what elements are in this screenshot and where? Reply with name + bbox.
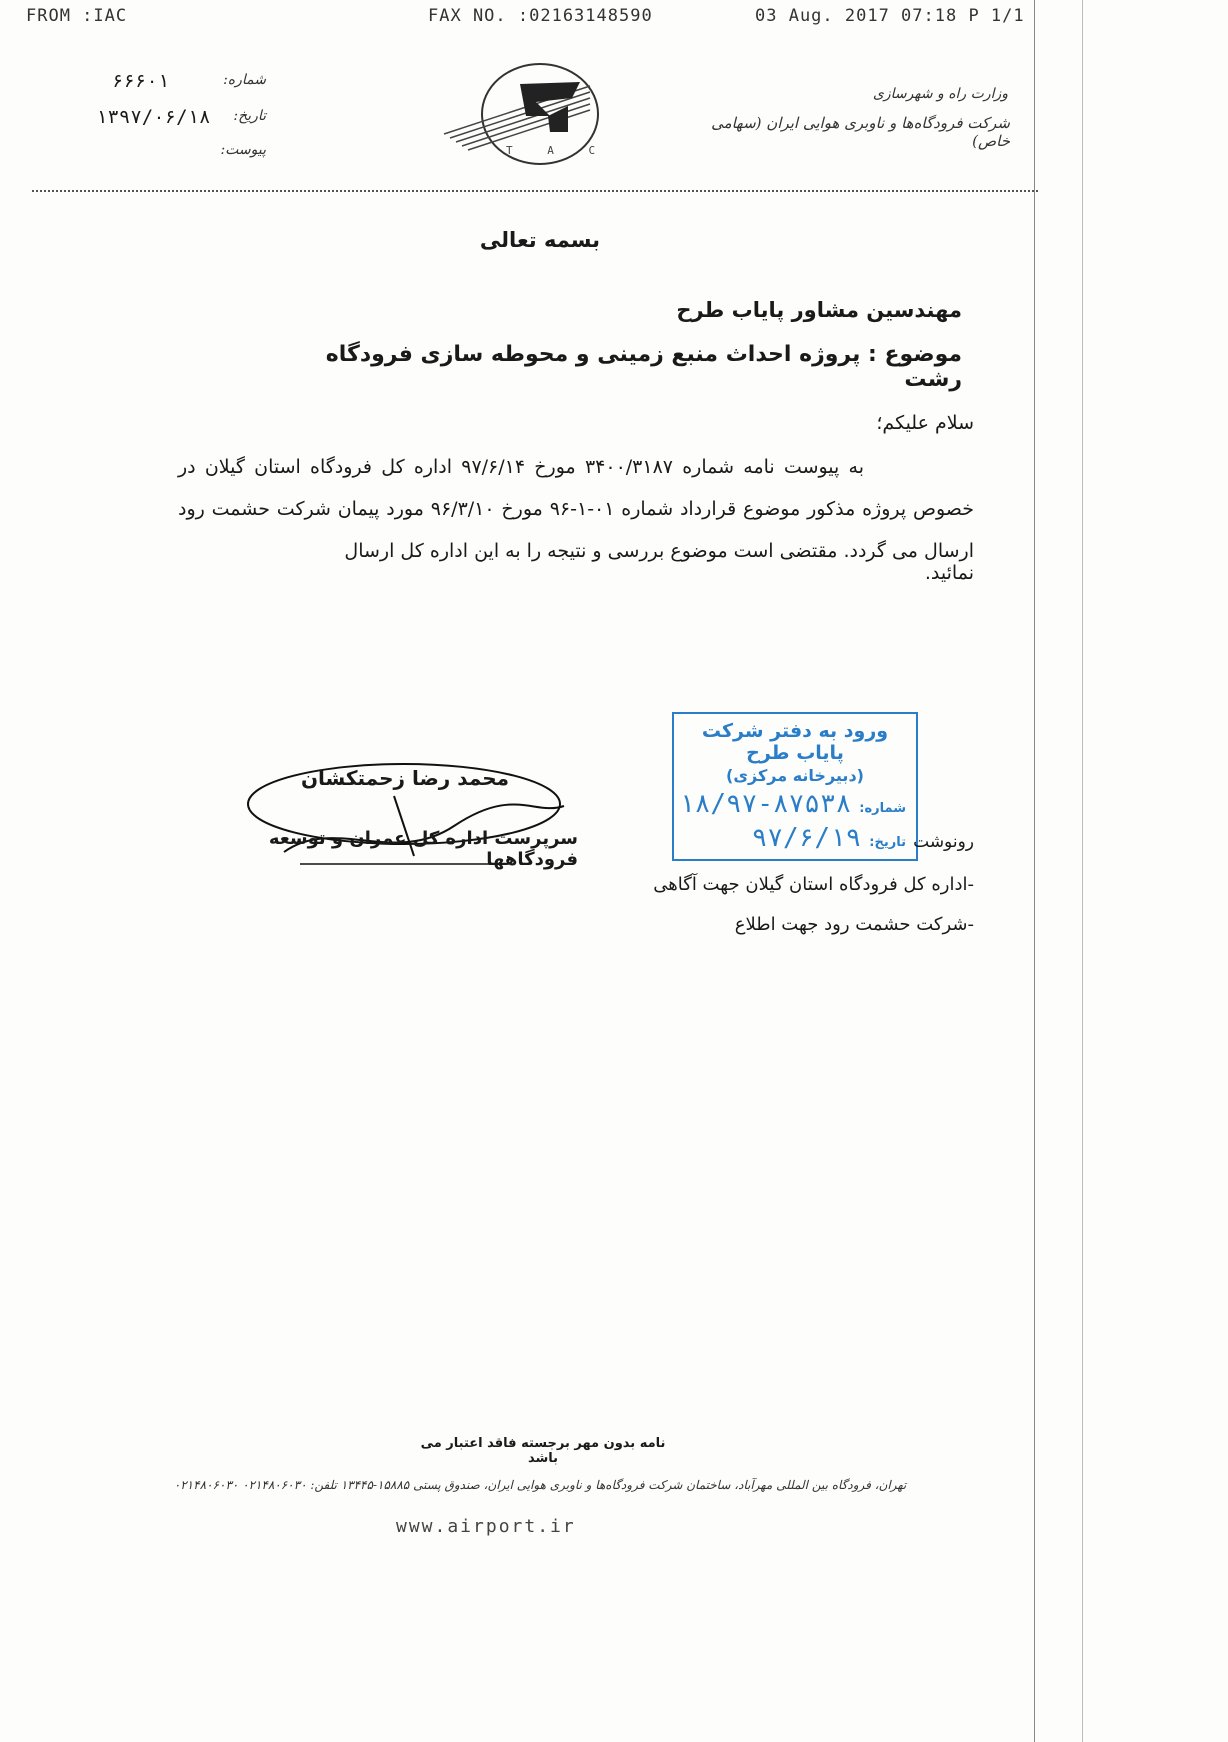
stamp-date-value: ۹۷/۶/۱۹ <box>751 823 862 853</box>
fax-number: FAX NO. :02163148590 <box>428 6 653 26</box>
signatory-title: سرپرست اداره کل عمران و توسعه فرودگاهها <box>268 828 578 870</box>
stamp-number-row <box>679 789 906 819</box>
stamp-date-label: تاریخ: <box>869 835 906 850</box>
scan-edge-line <box>1082 0 1083 1742</box>
copies-label: رونوشت <box>913 832 974 852</box>
addressee: مهندسین مشاور پایاب طرح <box>676 298 962 322</box>
logo-letters: T A C <box>506 144 610 157</box>
fax-from: FROM :IAC <box>26 6 128 26</box>
company-name: شرکت فرودگاه‌ها و ناوبری هوایی ایران (سهامی خاص) <box>711 114 1010 150</box>
scan-edge-line <box>1034 0 1035 1742</box>
greeting: سلام علیکم؛ <box>876 412 974 434</box>
stamp-number-value: ۱۸/۹۷-۸۷۵۳۸ <box>679 789 852 819</box>
bismillah: بسمه تعالی <box>479 228 601 252</box>
date-label: تاریخ: <box>233 108 266 124</box>
footer-address: تهران، فرودگاه بین المللی مهرآباد، ساختمان شرکت فرودگاه‌ها و ناوبری هوایی ایران، صندوق پستی ۱۵۸۸۵-۱۳۴۴۵ تلفن: ۰۲۱۴۸۰۶۰۳۰ ۰۲۱۴۸۰۶۰۳۰ <box>173 1478 907 1492</box>
attachment-label: پیوست: <box>220 142 266 158</box>
header-separator <box>32 190 1038 192</box>
footer-website: www.airport.ir <box>396 1516 576 1537</box>
body-line: به پیوست نامه شماره ۳۴۰۰/۳۱۸۷ مورخ ۹۷/۶/۱۴ اداره کل فرودگاه استان گیلان در <box>178 456 865 478</box>
footer-notice: نامه بدون مهر برجسته فاقد اعتبار می باشد <box>420 1436 666 1466</box>
fax-datetime: 03 Aug. 2017 07:18 P 1/1 <box>755 6 1025 26</box>
number-value: ۶۶۶۰۱ <box>112 70 170 92</box>
body-line: ارسال می گردد. مقتضی است موضوع بررسی و نتیجه را به این اداره کل ارسال نمائید. <box>344 540 974 584</box>
signatory-name: محمد رضا زحمتکشان <box>300 766 510 790</box>
body-line: خصوص پروژه مذکور موضوع قرارداد شماره ۰۱-۱-۹۶ مورخ ۹۶/۳/۱۰ مورد پیمان شرکت حشمت رود <box>178 498 975 520</box>
number-label: شماره: <box>223 72 266 88</box>
ministry-name: وزارت راه و شهرسازی <box>872 86 1008 102</box>
stamp-subtitle: (دبیرخانه مرکزی) <box>726 766 864 785</box>
stamp-number-label: شماره: <box>859 801 906 816</box>
company-logo <box>440 58 610 170</box>
copies-item: -اداره کل فرودگاه استان گیلان جهت آگاهی <box>653 874 974 895</box>
date-value: ۱۳۹۷/۰۶/۱۸ <box>96 106 211 128</box>
stamp-title: ورود به دفتر شرکت پایاب طرح <box>701 720 889 764</box>
copies-item: -شرکت حشمت رود جهت اطلاع <box>734 914 974 935</box>
subject-line: موضوع : پروژه احداث منبع زمینی و محوطه سازی فرودگاه رشت <box>325 342 962 392</box>
stamp-date-row <box>684 823 906 853</box>
